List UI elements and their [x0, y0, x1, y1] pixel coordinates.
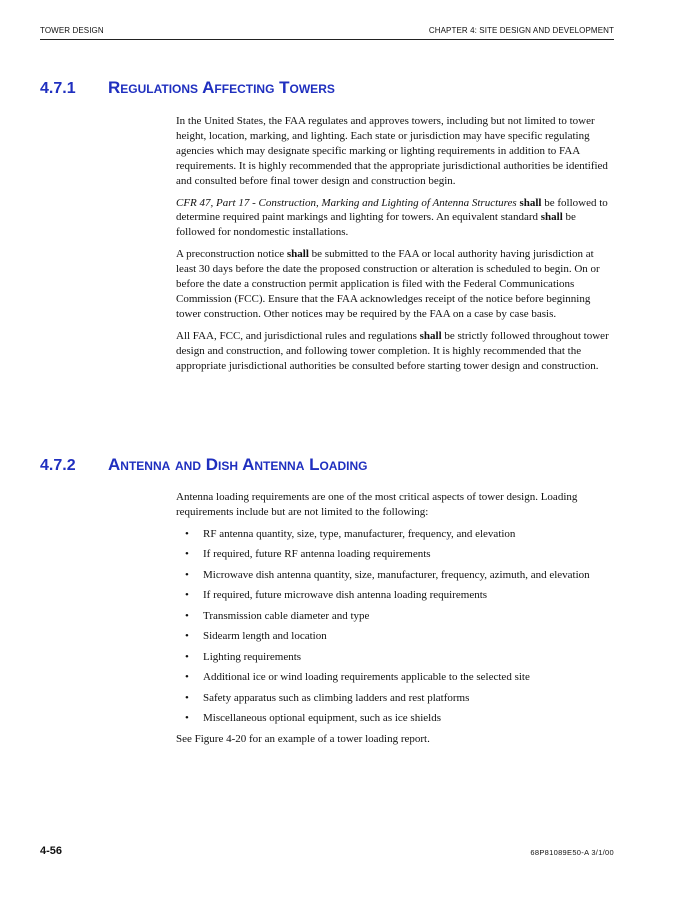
paragraph-rules [176, 329, 614, 374]
list-item: • Miscellaneous optional equipment, such as ice shields [185, 712, 441, 725]
list-item: • Microwave dish antenna quantity, size, manufacturer, frequency, azimuth, and elevation [185, 568, 590, 581]
paragraph-closing: See Figure 4-20 for an example of a tower loading report. [176, 732, 430, 745]
bullet-icon: • [185, 527, 189, 540]
running-header [40, 26, 614, 38]
shall-emphasis: shall [419, 329, 442, 342]
paragraph-preconstruction [176, 247, 614, 322]
paragraph-text: be submitted to the FAA or local authority having jurisdiction at least 30 days before the date the proposed construction or alteration is scheduled to begin. On or before the date a construction permit application is filed with the Federal Communications Commission (FCC). Ensure that the FAA acknowledges receipt of the notice before beginning tower construction. Other notices may be required by the FAA on a case by case basis. [176, 248, 600, 320]
section-heading-4-7-1 [40, 78, 335, 98]
bullet-icon: • [185, 589, 189, 602]
section-title: Regulations Affecting Towers [108, 78, 335, 97]
section-4-7-1-body [176, 114, 614, 381]
bullet-icon: • [185, 630, 189, 643]
paragraph-text: be followed for nondomestic installations. [176, 211, 576, 239]
list-item: • Safety apparatus such as climbing ladders and rest platforms [185, 691, 470, 704]
bullet-icon: • [185, 712, 189, 725]
header-left: TOWER DESIGN [40, 26, 104, 35]
shall-emphasis: shall [540, 211, 563, 224]
loading-requirements-list [176, 527, 614, 726]
paragraph-text: be strictly followed throughout tower design and construction, and following tower completion. It is highly recommended that the appropriate jurisdictional authorities be consulted before starting tower design and construction. [176, 329, 609, 372]
list-item: • If required, future microwave dish antenna loading requirements [185, 589, 488, 602]
list-item: • Transmission cable diameter and type [185, 609, 370, 622]
bullet-icon: • [185, 691, 189, 704]
bullet-icon: • [185, 671, 189, 684]
cfr-citation: CFR 47, Part 17 - Construction, Marking and Lighting of Antenna Structures [176, 196, 517, 209]
document-id: 68P81089E50-A 3/1/00 [530, 848, 614, 857]
header-rule [40, 39, 614, 40]
list-item: • If required, future RF antenna loading requirements [185, 548, 431, 561]
paragraph: In the United States, the FAA regulates and approves towers, including but not limited to tower height, location, marking, and lighting. Each state or jurisdiction may have specific regulating agencies which may designate specific marking or lighting requirements in addition to FAA requirements. It is highly recommended that the appropriate jurisdictional authorities be identified and consulted before final tower design and construction begin. [176, 115, 608, 187]
paragraph-cfr [176, 196, 614, 241]
section-heading-4-7-2 [40, 455, 367, 475]
bullet-icon: • [185, 650, 189, 663]
list-item: • Lighting requirements [185, 650, 302, 663]
bullet-icon: • [185, 609, 189, 622]
list-item: • Sidearm length and location [185, 630, 327, 643]
bullet-icon: • [185, 568, 189, 581]
paragraph-text: be followed to determine required paint markings and lighting for towers. An equivalent standard [176, 196, 608, 224]
header-right: CHAPTER 4: SITE DESIGN AND DEVELOPMENT [428, 26, 614, 35]
section-number: 4.7.2 [40, 457, 76, 474]
bullet-icon: • [185, 548, 189, 561]
paragraph-text: A preconstruction notice [176, 248, 287, 261]
section-number: 4.7.1 [40, 80, 76, 97]
section-title: Antenna and Dish Antenna Loading [108, 455, 368, 474]
shall-emphasis: shall [519, 196, 542, 209]
list-item: • Additional ice or wind loading requirements applicable to the selected site [185, 671, 530, 684]
shall-emphasis: shall [286, 248, 309, 261]
paragraph-text: All FAA, FCC, and jurisdictional rules and regulations [176, 329, 420, 342]
section-4-7-2-body [176, 490, 614, 754]
list-item: • RF antenna quantity, size, type, manufacturer, frequency, and elevation [185, 527, 516, 540]
page-number: 4-56 [40, 845, 63, 857]
paragraph-intro: Antenna loading requirements are one of the most critical aspects of tower design. Loading requirements include but are not limited to the following: [176, 491, 578, 518]
page-footer [40, 845, 614, 859]
